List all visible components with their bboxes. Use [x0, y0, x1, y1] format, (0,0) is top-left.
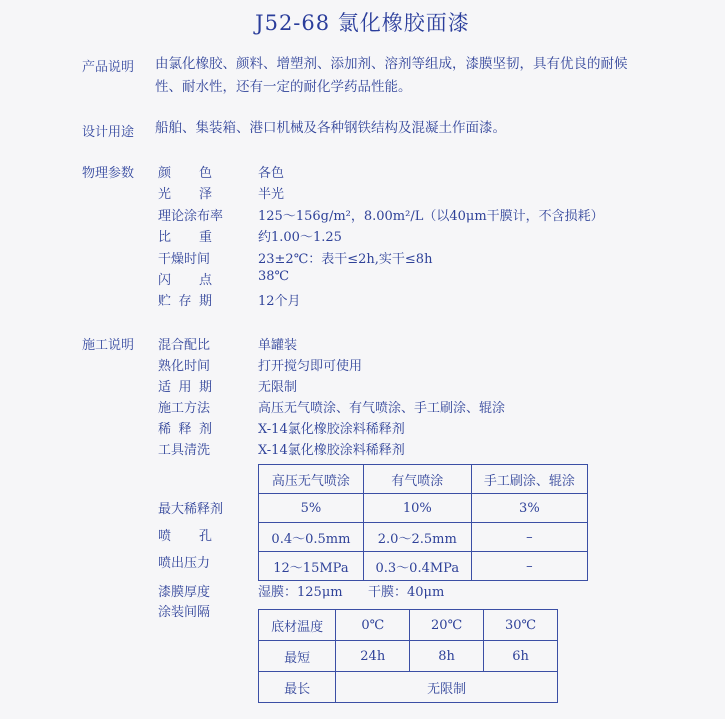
application-label: 施工说明: [82, 338, 135, 353]
product-line-2: 性、耐水性，还有一定的耐化学药品性能。: [155, 79, 412, 95]
table-row: [259, 672, 558, 703]
table-header: 手工刷涂、辊涂: [471, 465, 587, 494]
physical-value: 各色: [258, 166, 285, 181]
physical-key: 贮存期: [158, 294, 212, 309]
application-value: 无限制: [258, 380, 298, 395]
table-cell: 0.4～0.5mm: [259, 523, 364, 552]
table-row: [259, 465, 588, 494]
table-cell: 0.3～0.4MPa: [363, 552, 471, 581]
application-value: 高压无气喷涂、有气喷涂、手工刷涂、辊涂: [258, 401, 506, 416]
physical-key: 干燥时间: [158, 252, 211, 267]
table-header: 高压无气喷涂: [259, 465, 364, 494]
application-key: 熟化时间: [158, 359, 211, 374]
spray-table: [258, 464, 588, 581]
table-cell: 2.0～2.5mm: [363, 523, 471, 552]
physical-value: 23±2℃：表干≤2h,实干≤8h: [258, 252, 433, 267]
table-header: 0℃: [336, 610, 410, 641]
product-line-1: 由氯化橡胶、颜料、增塑剂、添加剂、溶剂等组成，漆膜坚韧，具有优良的耐候: [155, 56, 628, 72]
table-header: 底材温度: [259, 610, 336, 641]
interval-table: [258, 609, 558, 703]
table-row: [259, 523, 588, 552]
table-cell: 最短: [259, 641, 336, 672]
table-row: [259, 610, 558, 641]
table-cell: 3%: [471, 494, 587, 523]
physical-label: 物理参数: [82, 166, 135, 181]
application-key: 施工方法: [158, 401, 211, 416]
table-header: 20℃: [410, 610, 484, 641]
film-wet: 湿膜：125μm: [258, 585, 343, 600]
table-cell: 6h: [484, 641, 558, 672]
product-label: 产品说明: [82, 60, 135, 75]
physical-value: 12个月: [258, 294, 301, 309]
table-cell: 无限制: [336, 672, 558, 703]
table-header: 有气喷涂: [363, 465, 471, 494]
application-value: X-14氯化橡胶涂料稀释剂: [258, 443, 405, 458]
spray-row-label: 喷出压力: [158, 556, 211, 571]
product-description: [155, 53, 660, 99]
physical-value: 38℃: [258, 269, 290, 284]
table-row: [259, 641, 558, 672]
physical-key: 理论涂布率: [158, 209, 224, 224]
table-cell: 12～15MPa: [259, 552, 364, 581]
table-row: [259, 552, 588, 581]
physical-key: 颜色: [158, 166, 212, 181]
application-key: 适用期: [158, 380, 212, 395]
application-key: 稀释剂: [158, 422, 212, 437]
table-cell: 最长: [259, 672, 336, 703]
physical-value: 半光: [258, 187, 285, 202]
physical-key: 比重: [158, 230, 212, 245]
table-cell: –: [471, 523, 587, 552]
physical-value: 125～156g/m²，8.00m²/L（以40μm干膜计，不含损耗）: [258, 209, 604, 224]
table-cell: 10%: [363, 494, 471, 523]
document-title: J52-68 氯化橡胶面漆: [255, 11, 470, 35]
spray-row-label: 喷孔: [158, 529, 212, 544]
spray-row-label: 最大稀释剂: [158, 502, 224, 517]
physical-value: 约1.00～1.25: [258, 230, 342, 245]
table-header: 30℃: [484, 610, 558, 641]
table-cell: 5%: [259, 494, 364, 523]
table-row: [259, 494, 588, 523]
interval-label: 涂装间隔: [158, 605, 211, 620]
application-value: X-14氯化橡胶涂料稀释剂: [258, 422, 405, 437]
film-dry: 干膜：40μm: [368, 585, 445, 600]
table-cell: 24h: [336, 641, 410, 672]
application-value: 打开搅匀即可使用: [258, 359, 363, 374]
physical-key: 闪点: [158, 273, 212, 288]
film-label: 漆膜厚度: [158, 585, 211, 600]
table-cell: 8h: [410, 641, 484, 672]
application-key: 混合配比: [158, 338, 211, 353]
physical-key: 光泽: [158, 187, 212, 202]
usage-label: 设计用途: [82, 125, 135, 140]
usage-text: 船舶、集装箱、港口机械及各种钢铁结构及混凝土作面漆。: [155, 120, 506, 136]
application-value: 单罐装: [258, 338, 298, 353]
application-key: 工具清洗: [158, 443, 211, 458]
table-cell: –: [471, 552, 587, 581]
